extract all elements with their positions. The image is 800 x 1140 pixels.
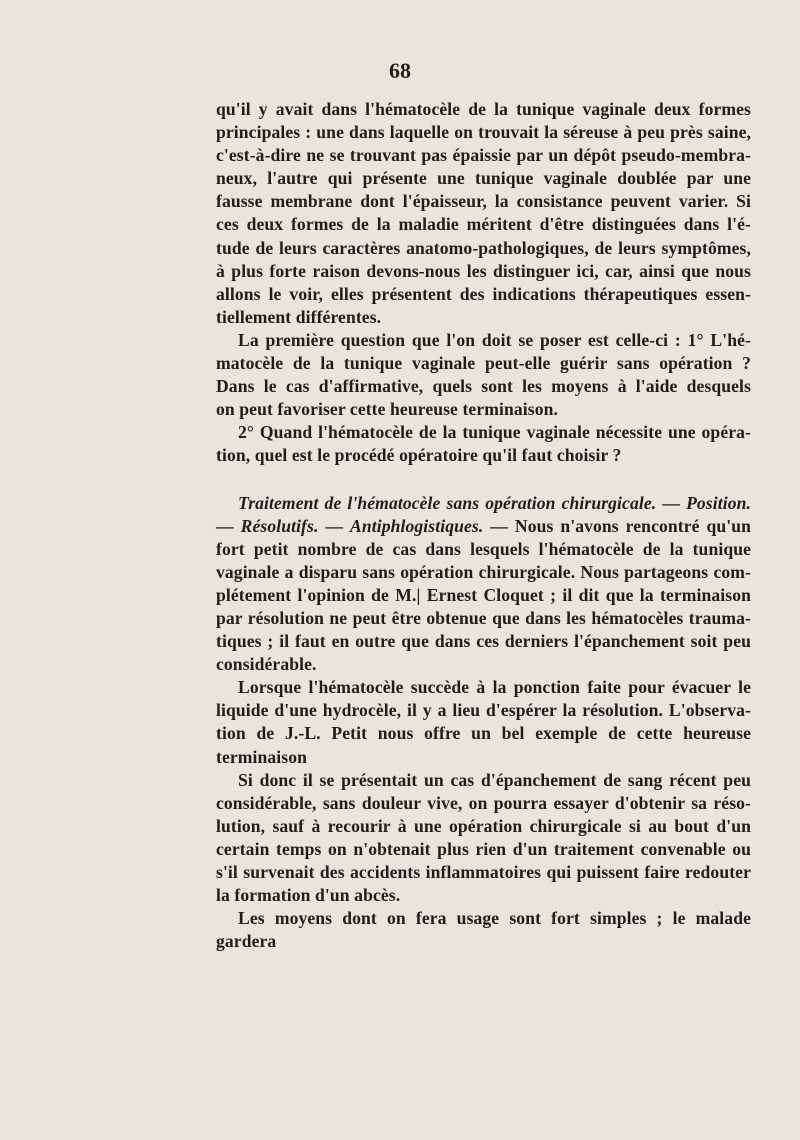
text-line: matocèle de la tunique vaginale peut-elle guérir sans opération ? [216, 353, 751, 374]
text-line: 2° Quand l'hématocèle de la tunique vaginale nécessite une opéra- [238, 422, 751, 443]
section-heading-line: Traitement de l'hématocèle sans opération chirurgicale. — Position. [238, 492, 751, 513]
text-line: Les moyens dont on fera usage sont fort simples ; le malade gardera [216, 908, 751, 952]
text-line: qu'il y avait dans l'hématocèle de la tunique vaginale deux formes [216, 99, 751, 119]
text-line: La première question que l'on doit se poser est celle-ci : 1° L'hé- [238, 329, 751, 350]
text-line: terminaison [216, 746, 308, 767]
text-line: à plus forte raison devons-nous les distinguer ici, car, ainsi que nous [216, 260, 751, 281]
text-line: fausse membrane dont l'épaisseur, la consistance peuvent varier. Si [216, 191, 751, 212]
text-line: s'il survenait des accidents inflammatoires qui puissent faire redouter [216, 862, 751, 882]
section-title: Traitement de l'hématocèle sans opération chirurgicale. [238, 492, 657, 513]
text-line: — Résolutifs. — Antiphlogistiques. — Nous n'avons rencontré qu'un [216, 515, 751, 536]
text-line: plétement l'opinion de M.| Ernest Cloquet ; il dit que la terminaison [216, 584, 751, 605]
text-line: tiques ; il faut en outre que dans ces derniers l'épanchement soit peu [216, 631, 751, 652]
text-line: par résolution ne peut être obtenue que dans les hématocèles trauma- [216, 607, 751, 628]
text-line: on peut favoriser cette heureuse terminaison. [216, 399, 558, 420]
text-line: considérable, sans douleur vive, on pourra essayer d'obtenir sa réso- [216, 792, 751, 813]
text-line: vaginale a disparu sans opération chirurgicale. Nous partageons com- [216, 561, 751, 582]
text-line: Lorsque l'hématocèle succède à la ponction faite pour évacuer le [238, 677, 751, 698]
text-line: lution, sauf à recourir à une opération chirurgicale si au bout d'un [216, 815, 751, 836]
text-line: Si donc il se présentait un cas d'épanchement de sang récent peu [238, 769, 751, 790]
text-line: ces deux formes de la maladie méritent d'être distinguées dans l'é- [216, 214, 751, 235]
text-line: considérable. [216, 654, 317, 675]
body-text [216, 98, 751, 953]
text-line: Dans le cas d'affirmative, quels sont les moyens à l'aide desquels [216, 376, 751, 397]
text-line: tude de leurs caractères anatomo-pathologiques, de leurs symptômes, [216, 237, 751, 258]
text-line: certain temps on n'obtenait plus rien d'un traitement convenable ou [216, 838, 751, 859]
section-gap [216, 468, 751, 492]
subtitle-resolutifs: Résolutifs. [240, 515, 319, 536]
text-line: principales : une dans laquelle on trouvait la séreuse à peu près saine, [216, 122, 751, 143]
text-line: tion, quel est le procédé opératoire qu'il faut choisir ? [216, 445, 622, 466]
subtitle-antiphlogistiques: Antiphlogistiques. [350, 515, 484, 536]
text-line: tiellement différentes. [216, 306, 382, 327]
text-line: fort petit nombre de cas dans lesquels l'hématocèle de la tunique [216, 538, 751, 559]
text-line: tion de J.-L. Petit nous offre un bel exemple de cette heureuse [216, 723, 751, 744]
text-line: c'est-à-dire ne se trouvant pas épaissie par un dépôt pseudo-membra- [216, 145, 751, 166]
text-line: neux, l'autre qui présente une tunique vaginale doublée par une [216, 168, 751, 189]
text-line: allons le voir, elles présentent des indications thérapeutiques essen- [216, 283, 751, 304]
page-number: 68 [389, 58, 411, 83]
text-line: liquide d'une hydrocèle, il y a lieu d'espérer la résolution. L'observa- [216, 700, 751, 721]
text-line: la formation d'un abcès. [216, 885, 401, 906]
subtitle-position: Position. [686, 492, 751, 513]
